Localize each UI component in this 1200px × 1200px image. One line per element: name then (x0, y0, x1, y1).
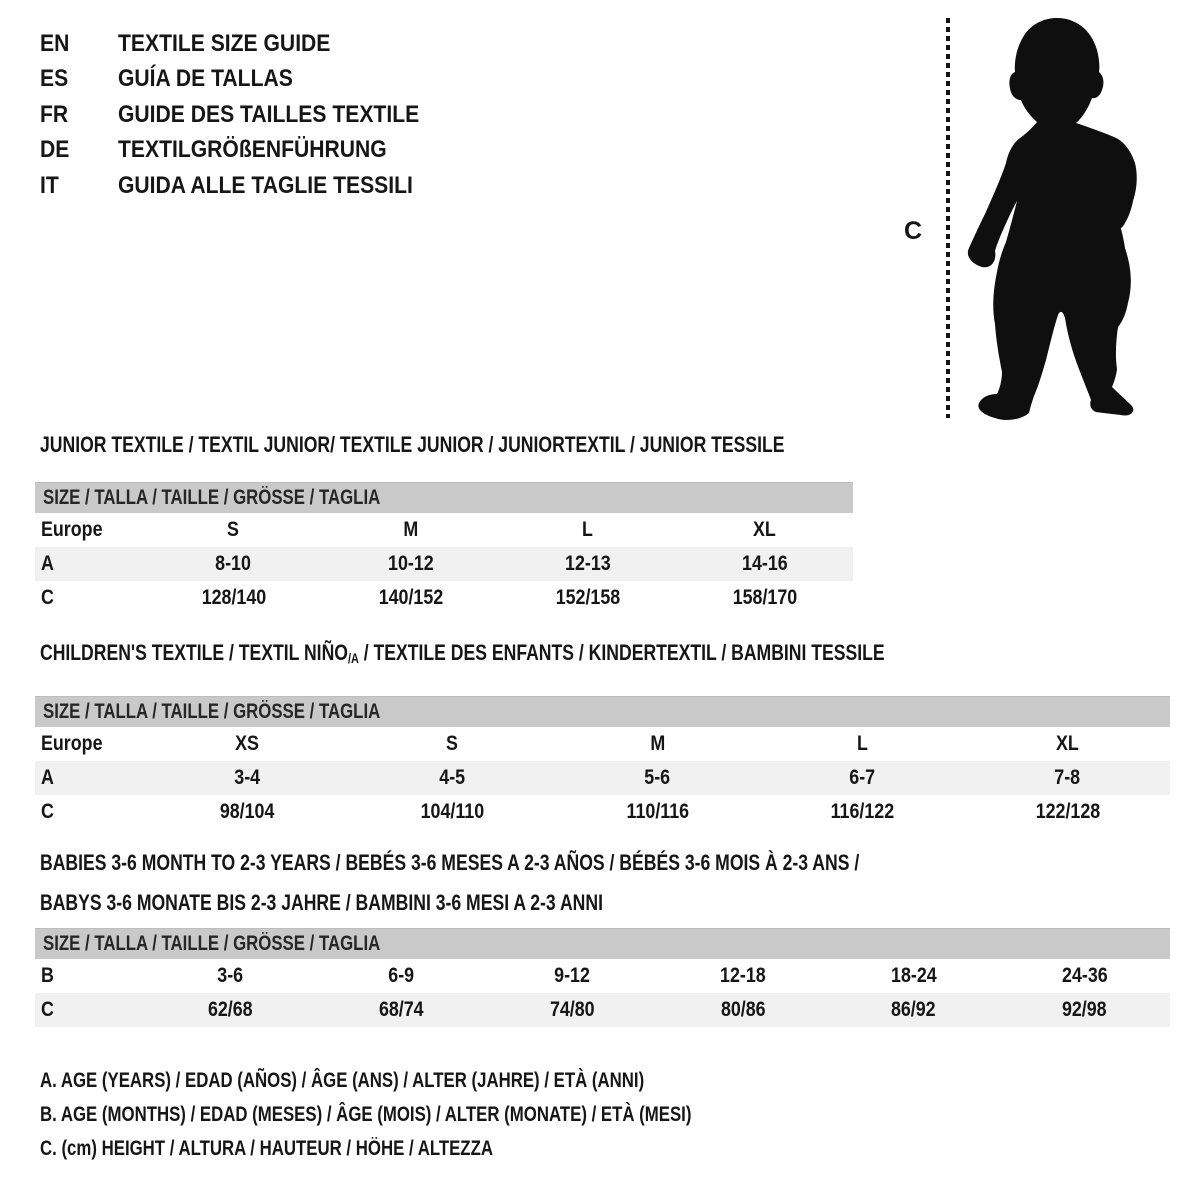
row-label: C (41, 586, 54, 609)
table-cell: 6-7 (849, 766, 876, 789)
table-cell: 10-12 (387, 552, 434, 575)
language-code: ES (40, 65, 69, 93)
section-title (40, 640, 1170, 671)
language-title: GUIDE DES TAILLES TEXTILE (118, 100, 420, 128)
language-row (40, 168, 460, 204)
section-title-line: BABIES 3-6 MONTH TO 2-3 YEARS / BEBÉS 3-6 MESES A 2-3 AÑOS / BÉBÉS 3-6 MOIS À 2-3 ANS / (40, 850, 860, 875)
height-measure-dotted-line (946, 18, 950, 418)
table-cell: 98/104 (220, 800, 275, 823)
table-cell: 18-24 (890, 964, 937, 987)
table-cell: 158/170 (732, 586, 797, 609)
language-title: GUIDA ALLE TAGLIE TESSILI (118, 171, 413, 199)
table-cell: L (582, 518, 593, 541)
row-label: C (41, 998, 54, 1021)
table-rows (35, 959, 1170, 1027)
table-cell: 128/140 (201, 586, 266, 609)
table-cell: 110/116 (626, 800, 689, 823)
size-header-text: SIZE / TALLA / TAILLE / GRÖSSE / TAGLIA (43, 700, 381, 723)
table-cell: 3-4 (234, 766, 261, 789)
table-cell: XL (1056, 732, 1079, 755)
table-cell: 12-18 (720, 964, 766, 987)
table-cell: 24-36 (1061, 964, 1108, 987)
size-header-bar (35, 482, 853, 513)
section-babies-textile (35, 843, 1170, 1027)
size-header-bar (35, 928, 1170, 959)
section-title-line: CHILDREN'S TEXTILE / TEXTIL $NIÑO_{/A}$ / TEXTILE DES ENFANTS / KINDERTEXTIL / BAMBINI TESSILE (40, 640, 885, 666)
size-header-text: SIZE / TALLA / TAILLE / GRÖSSE / TAGLIA (43, 932, 381, 955)
row-label: B (41, 964, 54, 987)
table-row (35, 581, 853, 615)
table-cell: 9-12 (554, 964, 590, 987)
table-cell: 7-8 (1054, 766, 1081, 789)
section-children-textile (35, 640, 1170, 829)
table-row (35, 795, 1170, 829)
table-row (35, 959, 1170, 993)
section-title-line: BABYS 3-6 MONATE BIS 2-3 JAHRE / BAMBINI 3-6 MESI A 2-3 ANNI (40, 890, 603, 915)
table-cell: 14-16 (741, 552, 788, 575)
section-title-line: JUNIOR TEXTILE / TEXTIL JUNIOR/ TEXTILE JUNIOR / JUNIORTEXTIL / JUNIOR TESSILE (40, 432, 785, 457)
table-row (35, 513, 853, 547)
size-header-text: SIZE / TALLA / TAILLE / GRÖSSE / TAGLIA (43, 486, 381, 509)
table-cell: XL (753, 518, 776, 541)
language-title: GUÍA DE TALLAS (118, 65, 293, 93)
language-title-list (40, 26, 460, 204)
language-code: FR (40, 100, 69, 128)
table-cell: 8-10 (215, 552, 252, 575)
table-rows (35, 727, 1170, 829)
language-title: TEXTILGRÖßENFÜHRUNG (118, 136, 387, 164)
table-cell: 74/80 (549, 998, 595, 1021)
row-label: Europe (41, 732, 103, 755)
table-row (35, 993, 1170, 1027)
row-label: Europe (41, 518, 103, 541)
table-row (35, 547, 853, 581)
section-junior-textile (35, 432, 853, 615)
table-cell: 122/128 (1035, 800, 1100, 823)
section-title (40, 843, 1170, 923)
table-cell: 3-6 (217, 964, 244, 987)
legend-line-a: A. AGE (YEARS) / EDAD (AÑOS) / ÂGE (ANS) / ALTER (JAHRE) / ETÀ (ANNI) (40, 1069, 645, 1092)
table-cell: M (403, 518, 418, 541)
table-cell: 152/158 (555, 586, 620, 609)
table-cell: 140/152 (378, 586, 443, 609)
table-cell: S (227, 518, 240, 541)
row-label: A (41, 766, 54, 789)
legend-line-b: B. AGE (MONTHS) / EDAD (MESES) / ÂGE (MOIS) / ALTER (MONATE) / ETÀ (MESI) (40, 1103, 692, 1126)
table-cell: 4-5 (439, 766, 466, 789)
table-cell: 68/74 (378, 998, 424, 1021)
table-cell: S (446, 732, 459, 755)
table-cell: XS (235, 732, 260, 755)
table-cell: L (857, 732, 868, 755)
table-cell: 116/122 (830, 800, 895, 823)
table-cell: 6-9 (388, 964, 415, 987)
language-title: TEXTILE SIZE GUIDE (118, 29, 331, 57)
language-row (40, 26, 460, 62)
legend (40, 1064, 854, 1166)
language-code: DE (40, 136, 70, 164)
table-cell: 86/92 (891, 998, 937, 1021)
table-cell: 62/68 (208, 998, 253, 1021)
table-row (35, 761, 1170, 795)
table-cell: 12-13 (564, 552, 611, 575)
language-row (40, 62, 460, 98)
row-label: C (41, 800, 54, 823)
legend-line-c: C. (cm) HEIGHT / ALTURA / HAUTEUR / HÖHE / ALTEZZA (40, 1137, 493, 1160)
section-title (40, 432, 853, 457)
table-rows (35, 513, 853, 615)
table-row (35, 727, 1170, 761)
language-code: IT (40, 171, 59, 199)
table-cell: M (650, 732, 665, 755)
language-code: EN (40, 29, 70, 57)
table-cell: 104/110 (420, 800, 485, 823)
toddler-silhouette (955, 10, 1195, 430)
language-row (40, 97, 460, 133)
row-label: A (41, 552, 54, 575)
language-row (40, 133, 460, 169)
table-cell: 80/86 (720, 998, 766, 1021)
table-cell: 92/98 (1062, 998, 1107, 1021)
height-measure-label: C (904, 217, 923, 245)
size-header-bar (35, 696, 1170, 727)
table-cell: 5-6 (644, 766, 671, 789)
